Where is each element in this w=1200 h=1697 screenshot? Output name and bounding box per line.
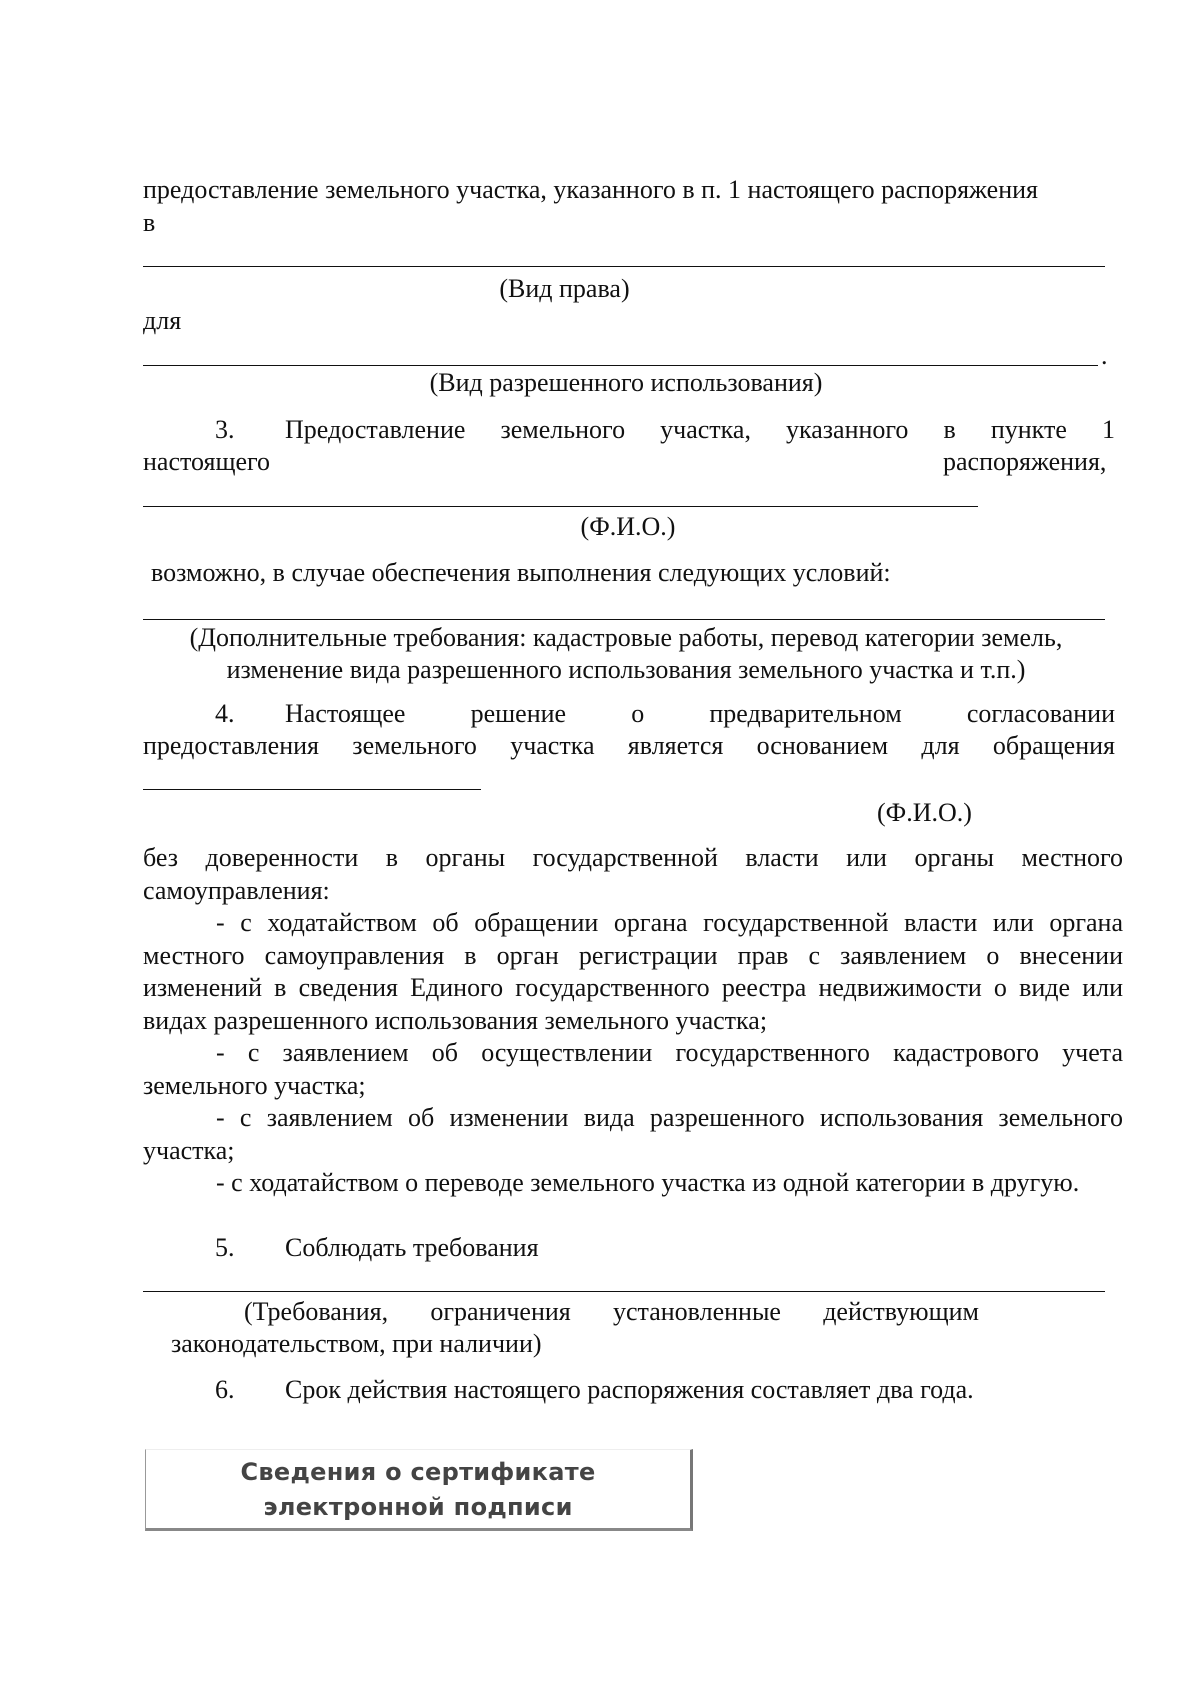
item-number-4: 4. [215, 699, 235, 728]
word: установленные [613, 1297, 781, 1326]
word: предоставления [143, 731, 319, 760]
stamp-line: Сведения о сертификате [240, 1458, 596, 1486]
word: Предоставление [285, 415, 466, 444]
item4-line2 [143, 730, 1115, 762]
signature-certificate-stamp [145, 1449, 693, 1531]
caption-requirements-line2: законодательством, при наличии) [171, 1329, 542, 1358]
item-number-6: 6. [215, 1375, 235, 1404]
word: (Требования, [244, 1297, 389, 1326]
caption-fio-2: (Ф.И.О.) [877, 798, 972, 827]
word: о [631, 699, 645, 728]
word: является [627, 731, 724, 760]
fill-in-line-requirements [143, 1291, 1105, 1292]
word: Настоящее [285, 699, 406, 728]
fill-in-line-fio [143, 506, 978, 507]
word: земельного [352, 731, 477, 760]
bullet-item: - с ходатайством об обращении органа государственной власти или органа местного самоуправления в орган регистрации прав с заявлением о внесении изменений в сведения Единого государственного реестра недвижимости о виде или видах разрешенного использования земельного участка; [143, 908, 1123, 1035]
item3-line2-left: настоящего [143, 447, 271, 476]
word: решение [470, 699, 567, 728]
fill-in-line-extra [143, 619, 1105, 620]
fill-in-line-right-type [143, 266, 1105, 267]
word: обращения [992, 731, 1115, 760]
caption-fio: (Ф.И.О.) [580, 512, 676, 541]
item6-text: Срок действия настоящего распоряжения составляет два года. [285, 1375, 974, 1404]
paragraph-main: без доверенности в органы государственной власти или органы местного самоуправления: [143, 843, 1123, 905]
word: земельного [500, 415, 626, 444]
bullet-item: - с ходатайством о переводе земельного участка из одной категории в другую. [216, 1168, 1080, 1197]
item3-line2-right: распоряжения, [943, 447, 1107, 476]
caption-extra-2: изменение вида разрешенного использования земельного участка и т.п.) [226, 655, 1026, 684]
item4-line1 [285, 698, 1115, 730]
word: действующим [823, 1297, 979, 1326]
item5-text: Соблюдать требования [285, 1233, 539, 1262]
bullet-item: - с заявлением об изменении вида разрешенного использования земельного участка; [143, 1103, 1123, 1165]
word: для [921, 731, 960, 760]
word: предварительном [709, 699, 902, 728]
word: 1 [1101, 415, 1115, 444]
fill-in-line-use-type [143, 365, 1098, 366]
for-word: для [143, 306, 182, 335]
item-number-3: 3. [215, 415, 235, 444]
caption-use-type: (Вид разрешенного использования) [429, 368, 823, 397]
caption-right-type: (Вид права) [499, 274, 630, 303]
word: согласовании [966, 699, 1115, 728]
fill-in-line-fio-2 [143, 789, 481, 790]
word: участка, [660, 415, 751, 444]
period: . [1101, 341, 1108, 370]
stamp-line: электронной подписи [263, 1493, 573, 1521]
conditions-text: возможно, в случае обеспечения выполнения следующих условий: [151, 558, 891, 587]
word: основанием [756, 731, 889, 760]
word: ограничения [430, 1297, 571, 1326]
paragraph-line: в [143, 208, 156, 237]
caption-requirements-line1 [244, 1296, 979, 1328]
paragraph-line: предоставление земельного участка, указанного в п. 1 настоящего распоряжения [143, 175, 1039, 204]
word: указанного [786, 415, 909, 444]
word: в [943, 415, 956, 444]
word: участка [510, 731, 595, 760]
bullet-item: - с заявлением об осуществлении государственного кадастрового учета земельного участка; [143, 1038, 1123, 1100]
item-number-5: 5. [215, 1233, 235, 1262]
word: пункте [990, 415, 1067, 444]
caption-extra-1: (Дополнительные требования: кадастровые работы, перевод категории земель, [189, 623, 1063, 652]
item3-line1 [285, 414, 1115, 446]
